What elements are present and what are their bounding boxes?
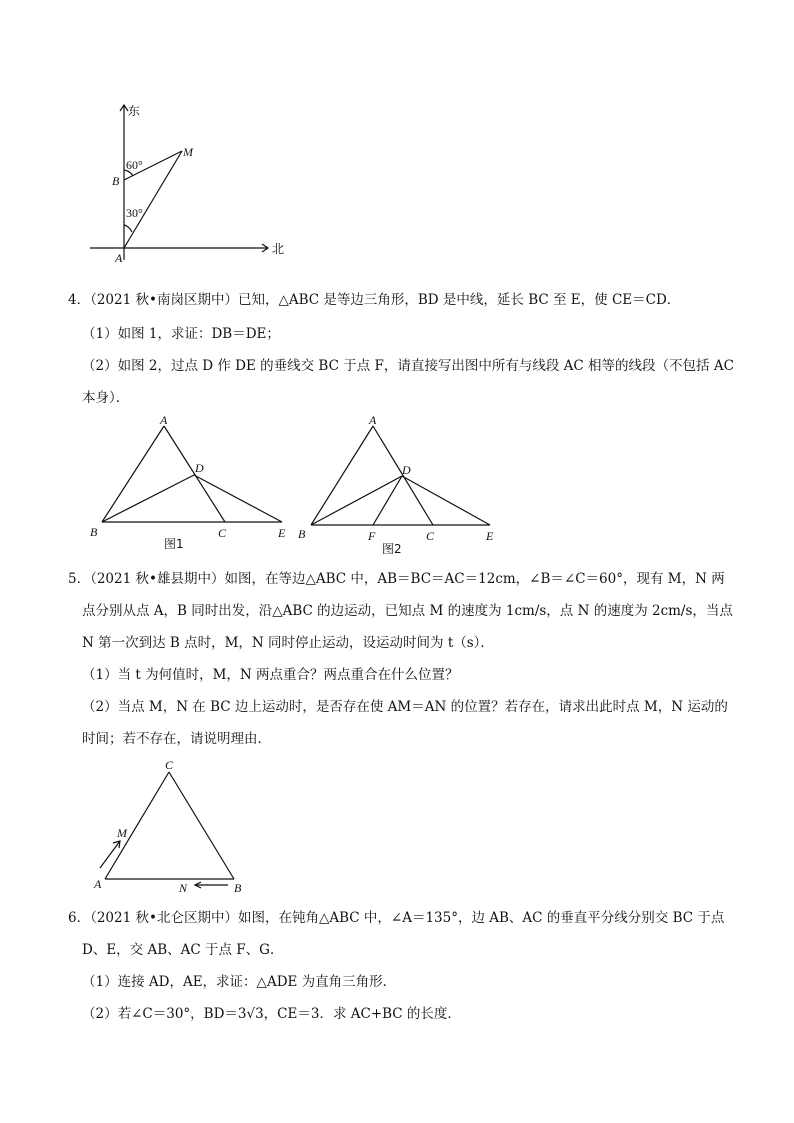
q6-line1-text: 如图，在钝角△ABC 中，∠A＝135°，边 AB、AC 的垂直平分线分别交 BC 于点 [237,910,725,926]
point-a-label: A [115,251,123,265]
label-a: A [94,877,102,891]
q4-figure-2 [295,412,510,557]
segment-ac [105,772,169,879]
label-c: C [426,529,435,543]
q4-stem-text: 已知，△ABC 是等边三角形，BD 是中线，延长 BC 至 E，使 CE＝CD． [237,292,681,308]
north-label: 北 [272,242,285,256]
point-b-label: B [112,174,120,188]
label-b: B [234,881,242,895]
q4-part2-line1: （2）如图 2，过点 D 作 DE 的垂线交 BC 于点 F，请直接写出图中所有与线段 AC 相等的线段（不包括 AC [82,358,734,374]
q5-number: 5． [68,571,91,587]
point-m-label: M [183,145,193,159]
segment-ab [102,426,164,522]
label-e: E [278,526,286,540]
q5-line1 [68,569,725,589]
label-d: D [195,461,204,475]
q6-line1 [68,908,724,928]
segment-bc [169,772,234,879]
label-c: C [218,526,227,540]
caption-fig2: 图2 [382,542,402,556]
q6-part2: （2）若∠C＝30°，BD＝3√3，CE＝3．求 AC+BC 的长度． [82,1006,461,1022]
label-f: F [368,529,376,543]
east-label: 东 [128,104,141,118]
q4-source: （2021 秋•南岗区期中） [90,292,238,308]
q5-part2-line1: （2）当点 M，N 在 BC 边上运动时，是否存在使 AM＝AN 的位置？若存在，请求出此时点 M，N 运动的 [82,699,728,715]
label-b: B [90,525,98,539]
angle-30-label: 30° [126,206,143,220]
angle-arc-30 [124,225,132,232]
q4-figure-1 [88,412,298,552]
segment-de [402,476,490,525]
q5-part1: （1）当 t 为何值时，M，N 两点重合？两点重合在什么位置？ [82,667,459,683]
q5-line2: 点分别从点 A，B 同时出发，沿△ABC 的边运动，已知点 M 的速度为 1cm/s，点 N 的速度为 2cm/s，当点 [82,603,733,619]
q4-part1: （1）如图 1，求证：DB＝DE； [82,326,280,342]
label-b: B [298,527,306,541]
q6-part1: （1）连接 AD，AE，求证：△ADE 为直角三角形． [82,974,397,990]
label-a: A [369,413,377,427]
q5-line1-text: 如图，在等边△ABC 中，AB＝BC＝AC＝12cm，∠B＝∠C＝60°，现有 M，N 两 [224,571,725,587]
label-d: D [402,463,411,477]
angle-60-label: 60° [126,158,143,172]
segment-bd [102,475,194,522]
segment-de [194,475,282,522]
q5-line3: N 第一次到达 B 点时，M，N 同时停止运动，设运动时间为 t（s）． [82,635,494,651]
q5-source: （2021 秋•雄县期中） [90,571,225,587]
q5-figure [88,755,258,897]
label-m: M [117,826,127,840]
label-c: C [165,758,174,772]
q4-part2-line2: 本身）． [82,390,130,406]
q4-number: 4． [68,292,91,308]
q6-source: （2021 秋•北仑区期中） [90,910,238,926]
compass-figure [80,95,300,270]
label-n: N [179,881,188,895]
q4-stem [68,290,680,310]
q5-part2-line2: 时间；若不存在，请说明理由． [82,731,271,747]
label-a: A [160,413,168,427]
q6-line2: D、E，交 AB、AC 于点 F、G． [82,942,284,958]
segment-bd [311,476,402,525]
segment-ab [311,426,373,525]
caption-fig1: 图1 [164,537,184,551]
label-e: E [486,529,494,543]
q6-number: 6． [68,910,91,926]
arrow-m-shaft [100,841,120,868]
